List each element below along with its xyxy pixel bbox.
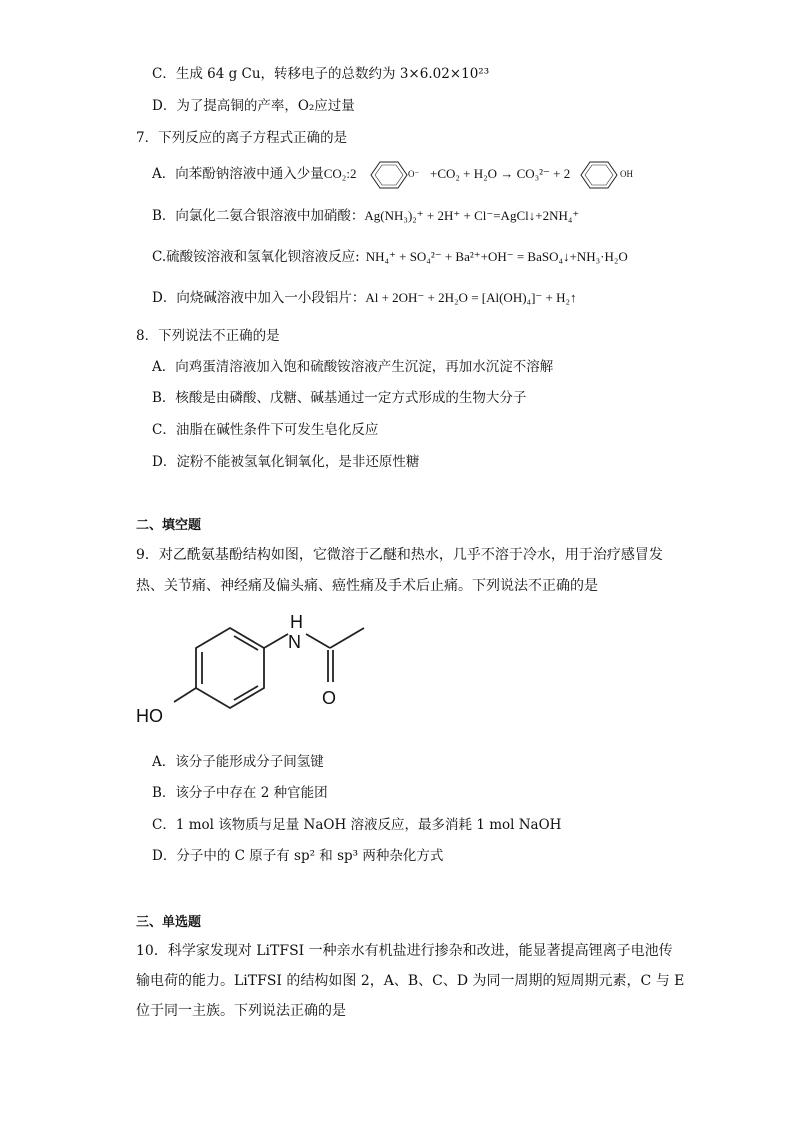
structure-label-o: O <box>322 688 337 708</box>
q8-option-a: A．向鸡蛋清溶液加入饱和硫酸铵溶液产生沉淀，再加水沉淀不溶解 <box>152 359 554 375</box>
section-single-choice: 三、单选题 <box>136 915 202 930</box>
q6-option-c: C．生成 64 g Cu，转移电子的总数约为 3×6.02×10²³ <box>152 66 490 82</box>
q9-option-a: A．该分子能形成分子间氢键 <box>152 754 324 770</box>
acetaminophen-structure <box>130 608 380 738</box>
q7-option-a <box>152 164 356 184</box>
phenol-ring-icon <box>580 160 620 190</box>
structure-label-ho: HO <box>136 706 163 726</box>
q7-option-d-eq: Al + 2OH⁻ + 2H₂O = [Al(OH)₄]⁻ + H₂↑ <box>365 290 577 305</box>
q7-option-d-text: D．向烧碱溶液中加入一小段铝片： <box>152 290 366 306</box>
q8-option-c: C．油脂在碱性条件下可发生皂化反应 <box>152 422 379 438</box>
q7-option-b-text: B．向氯化二氨合银溶液中加硝酸： <box>152 208 365 224</box>
q10-line3: 位于同一主族。下列说法正确的是 <box>136 1003 346 1019</box>
q7-option-a-eq-left: CO₂:2 <box>323 166 357 181</box>
q7-option-a-phenol-label: OH <box>620 169 633 179</box>
q7-option-b-eq: Ag(NH₃)₂⁺ + 2H⁺ + Cl⁻=AgCl↓+2NH₄⁺ <box>364 208 580 223</box>
section-fill-in: 二、填空题 <box>136 518 202 533</box>
q9-option-c: C．1 mol 该物质与足量 NaOH 溶液反应，最多消耗 1 mol NaOH <box>152 817 562 833</box>
structure-label-n: N <box>288 632 301 652</box>
q10-line2: 输电荷的能力。LiTFSI 的结构如图 2，A、B、C、D 为同一周期的短周期元素，C 与 E <box>136 973 685 989</box>
q7-option-b <box>152 206 579 226</box>
q7-option-a-eq-right: +CO₂ + H₂O → CO₃²⁻ + 2 <box>430 166 571 181</box>
q7-option-c-text: C.硫酸铵溶液和氢氧化钡溶液反应: <box>152 249 360 265</box>
q7-option-c <box>152 247 628 267</box>
q7-stem: 7．下列反应的离子方程式正确的是 <box>136 130 348 146</box>
q9-stem-line2: 热、关节痛、神经痛及偏头痛、癌性痛及手术后止痛。下列说法不正确的是 <box>136 578 598 594</box>
q7-option-a-text: A．向苯酚钠溶液中通入少量 <box>152 166 324 182</box>
q8-stem: 8．下列说法不正确的是 <box>136 328 280 344</box>
q8-option-d: D．淀粉不能被氢氧化铜氧化，是非还原性糖 <box>152 454 420 470</box>
structure-label-h: H <box>290 612 303 632</box>
q9-option-b: B．该分子中存在 2 种官能团 <box>152 785 328 801</box>
q7-option-c-eq: NH₄⁺ + SO₄²⁻ + Ba²⁺+OH⁻ = BaSO₄↓+NH₃·H₂O <box>365 249 628 264</box>
phenoxide-ring-icon <box>370 160 410 190</box>
q9-stem-line1: 9．对乙酰氨基酚结构如图，它微溶于乙醚和热水，几乎不溶于冷水，用于治疗感冒发 <box>136 547 663 563</box>
q7-option-d <box>152 288 577 308</box>
q9-option-d: D．分子中的 C 原子有 sp² 和 sp³ 两种杂化方式 <box>152 848 444 864</box>
q8-option-b: B．核酸是由磷酸、戊糖、碱基通过一定方式形成的生物大分子 <box>152 390 527 406</box>
q7-option-a-phenoxide-label: O⁻ <box>408 169 420 179</box>
q6-option-d: D．为了提高铜的产率，O₂应过量 <box>152 98 355 114</box>
q10-line1: 10．科学家发现对 LiTFSI 一种亲水有机盐进行掺杂和改进，能显著提高锂离子电池传 <box>136 943 673 959</box>
